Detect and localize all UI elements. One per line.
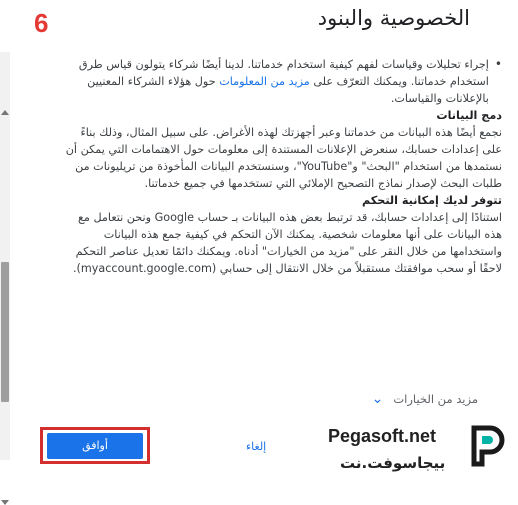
accept-button[interactable]: أوافق (47, 433, 143, 459)
more-info-link[interactable]: مزيد من المعلومات (219, 75, 310, 88)
terms-content (58, 56, 502, 277)
scrollbar-thumb[interactable] (1, 262, 9, 402)
bullet-icon: • (494, 57, 502, 71)
more-options-label: مزيد من الخيارات (393, 392, 478, 406)
watermark-text-ar: بيجاسوفت.نت (340, 454, 446, 472)
pegasoft-logo-icon (468, 424, 506, 468)
more-options-toggle[interactable] (372, 391, 478, 407)
watermark-text-en: Pegasoft.net (328, 426, 437, 446)
scroll-up-arrow-icon[interactable] (1, 110, 9, 115)
control-heading: تتوفر لديك إمكانية التحكم (362, 194, 502, 207)
accept-button-highlight (40, 427, 150, 464)
dialog-title: الخصوصية والبنود (317, 6, 470, 30)
intro-bullet (58, 56, 502, 107)
cancel-link[interactable]: إلغاء (246, 440, 267, 453)
scroll-down-arrow-icon[interactable] (1, 500, 9, 505)
step-number: 6 (34, 8, 49, 38)
data-merge-heading: دمج البيانات (436, 109, 502, 122)
scrollbar[interactable] (0, 52, 10, 460)
control-body: استنادًا إلى إعدادات حسابك، قد ترتبط بعض هذه البيانات بـ حساب Google ونحن نتعامل مع هذه البيانات على أنها معلومات شخصية. يمكنك الآن التحكم في كيفية جمع هذه البيانات واستخدامها من خلال النقر على "مزيد من الخيارات" أدناه. ويمكنك دائمًا تعديل عناصر التحكم لاحقًا أو سحب موافقتك مستقبلاً من خلال الانتقال إلى حسابي (myaccount.google.com). (72, 211, 502, 275)
watermark (318, 416, 514, 482)
intro-paragraph: إجراء تحليلات وقياسات لفهم كيفية استخدام خدماتنا. لدينا أيضًا شركاء يتولون قياس طرق استخدام خدماتنا. ويمكنك التعرّف على مزيد من المعلومات حول هؤلاء الشركاء المعنيين بالإعلانات والقياسات. (78, 58, 489, 105)
data-merge-body: نجمع أيضًا هذه البيانات من خدماتنا وعبر أجهزتك لهذه الأغراض. على سبيل المثال، وذلك بناءً على إعدادات حسابك، سنعرض الإعلانات المستندة إلى معلومات حول الاهتمامات التي يمكن أن نستمدها من استخدام "البحث" و"YouTube"، وسنستخدم البيانات المأخوذة من تريليونات من طلبات البحث لإصدار نماذج التصحيح الإملائي التي تستخدمها في جميع خدماتنا. (65, 126, 502, 190)
chevron-down-icon: ⌄ (371, 391, 384, 407)
